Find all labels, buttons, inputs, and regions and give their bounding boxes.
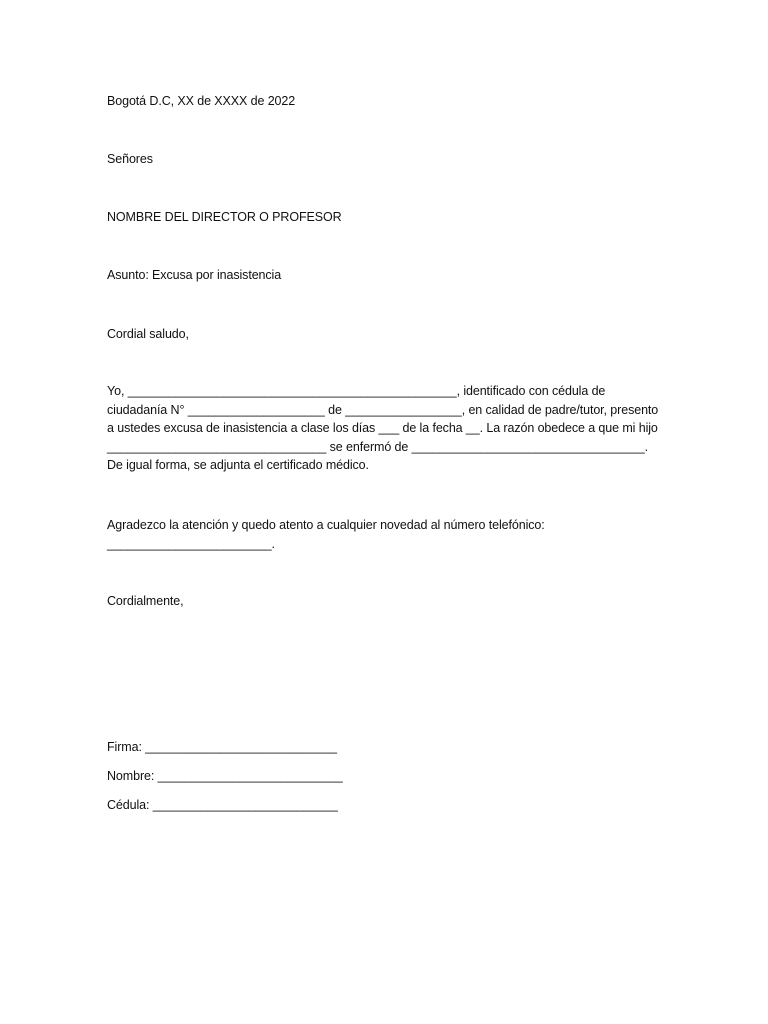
salutation-title: Señores: [107, 152, 153, 166]
thanks-paragraph: [107, 516, 667, 553]
greeting: Cordial saludo,: [107, 327, 189, 341]
subject-line: Asunto: Excusa por inasistencia: [107, 268, 282, 282]
place-date: Bogotá D.C, XX de XXXX de 2022: [107, 94, 296, 108]
body-line: a ustedes excusa de inasistencia a clase los días ___ de la fecha __. La razón obedece a que mi hijo: [107, 421, 658, 436]
body-line: ciudadanía N° ____________________ de _________________, en calidad de padre/tutor, presento: [107, 402, 659, 417]
phone-blank: ________________________.: [107, 536, 275, 551]
body-line: Yo, ________________________________________________, identificado con cédula de: [107, 384, 606, 398]
recipient-name: NOMBRE DEL DIRECTOR O PROFESOR: [107, 210, 342, 224]
body-line: ________________________________ se enfermó de __________________________________.: [107, 439, 648, 454]
body-paragraph: [107, 382, 667, 475]
closing: Cordialmente,: [107, 594, 184, 608]
signature-field-firma: Firma: ____________________________: [107, 740, 338, 754]
thanks-line: Agradezco la atención y quedo atento a cualquier novedad al número telefónico:: [107, 518, 545, 532]
signature-field-cedula: Cédula: ___________________________: [107, 798, 338, 812]
signature-field-nombre: Nombre: ___________________________: [107, 769, 343, 783]
body-line: De igual forma, se adjunta el certificado médico.: [107, 458, 369, 473]
